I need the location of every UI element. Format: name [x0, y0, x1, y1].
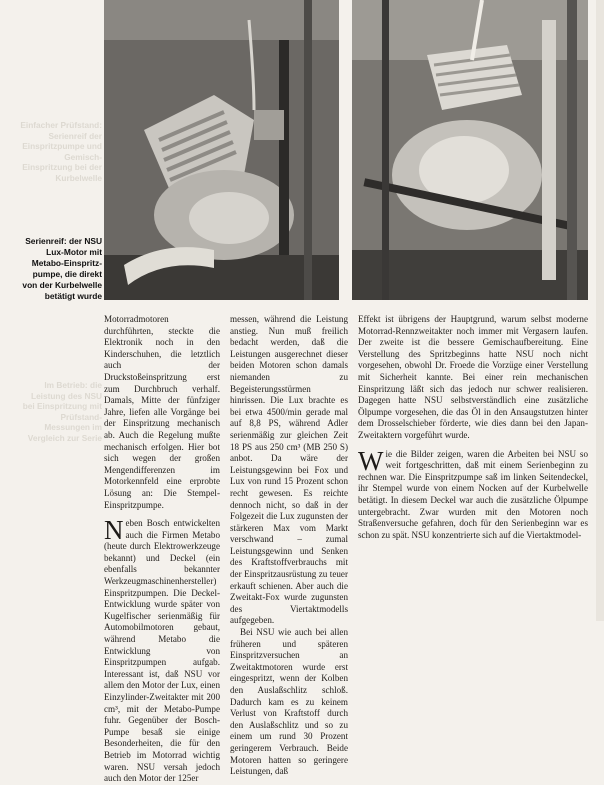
article-column-2 [230, 314, 348, 778]
article-column-3 [358, 314, 588, 541]
faded-margin-note-top: Einfacher Prüfstand: Serienreif der Einspritzpumpe und Gemisch-Einspritzung bei der Kurbelwelle [20, 120, 102, 183]
photo-caption: Serienreif: der NSU Lux-Motor mit Metabo-Einspritz-pumpe, die direkt von der Kurbelwelle betätigt wurde [22, 236, 102, 301]
col2-paragraph-2: Bei NSU wie auch bei allen früheren und späteren Einspritzversuchen an Zweitaktmotoren wurde erst eingespritzt, wenn der Kolben den Auslaßschlitz schloß. Dadurch kam es zu keinem Verlust von Kraftstoff durch den Auslaßschlitz und so zu einem um rund 30 Prozent geringerem Verbrauch. Beide Motoren hatten so geringere Leistungen, daß [230, 627, 348, 777]
col3-paragraph-2 [358, 445, 588, 542]
faded-margin-note-bottom: Im Betrieb: die Leistung des NSU bei Einspritzung mit Prüfstand-Messungen im Vergleich zur Serie [22, 380, 102, 443]
engine-photo-left-graphic [104, 0, 339, 300]
page-edge [596, 0, 604, 621]
engine-photo-left [104, 0, 339, 300]
drop-cap-w: W [358, 445, 384, 476]
col1-paragraph-2-text: eben Bosch entwickelten auch die Firmen Metabo (heute durch Elektrowerkzeuge bekannt) und Deckel (ein ebenfalls bekannter Werkzeugmaschinenhersteller) Einspritzpumpen. Die Deckel-Entwicklung wurde später von Kugelfischer serienmäßig für Automobilmotoren gebaut, während Metabo die Entwicklung von Einspritzpumpen aufgab. Interessant ist, daß NSU vor allem den Motor der Lux, einen Einzylinder-Zweitakter mit 200 cm³, mit der Metabo-Pumpe fuhr. Gegenüber der Bosch-Pumpe besaß sie einige Besonderheiten, die für den Betrieb im Motorrad wichtig waren. NSU versah jedoch auch den Motor der 125er [104, 518, 220, 784]
col1-paragraph-1: Motorradmotoren durchführten, steckte die Elektronik noch in den Kinderschuhen, die letztlich auch der Druckstoßeinspritzung erst zum Durchbruch verhalf. Damals, Mitte der fünfziger Jahre, liefen alle Vorgänge bei der Einspritzung mechanisch ab. Auch die Regelung mußte mechanisch erfolgen. Hier bot sich wegen der großen Mengendifferenzen im Motorkennfeld eine erprobte Lösung an: Die Stempel-Einspritzpumpe. [104, 314, 220, 510]
drop-cap-n: N [104, 515, 124, 546]
article-column-1 [104, 314, 220, 785]
col1-paragraph-2 [104, 515, 220, 785]
col3-paragraph-1: Effekt ist übrigens der Hauptgrund, warum selbst moderne Motorrad-Rennzweitakter noch immer mit Vergasern laufen. Der zweite ist die bessere Gemischaufbereitung. Eine Verstellung des Spritzbeginns hatte NSU noch nicht vorgesehen, obwohl Dr. Froede die Vorzüge einer Verstellung mit Sicherheit kannte. Bei einer rein mechanischen Einspritzung läßt sich das jedoch nur schwer realisieren. Dagegen hatte NSU selbstverständlich eine zusätzliche Ölpumpe vorgesehen, die das Öl in den Ansaugstutzen hinter dem Drosselschieber förderte, wie dies dann bei den Japan-Zweitaktern vorgeführt wurde. [358, 314, 588, 440]
engine-photo-right-graphic [352, 0, 588, 300]
col3-paragraph-2-text: ie die Bilder zeigen, waren die Arbeiten bei NSU so weit fortgeschritten, daß mit einem Serienbeginn zu rechnen war. Die Einspritzpumpe saß im linken Seitendeckel, ihr Stempel wurde von einem Nocken auf der Kurbelwelle betätigt. In diesem Deckel war auch die zusätzliche Ölpumpe untergebracht. Zwar wurden mit den Motoren noch Straßenversuche gefahren, doch für den Serienbeginn war es schon zu spät. NSU konzentrierte sich auf die Viertaktmodel- [358, 448, 588, 540]
col2-paragraph-1: messen, während die Leistung anstieg. Nun muß freilich bedacht werden, daß die Leistungen ausgerechnet dieser beiden Motoren schon damals niemanden zu Begeisterungsstürmen hinrissen. Die Lux brachte es bei etwa 4500/min gerade mal auf 8,8 PS, während Adler serienmäßig zur gleichen Zeit 18 PS aus 250 cm³ (MB 250 S) anbot. Da wäre der Leistungsgewinn bei Fox und Lux von rund 15 Prozent schon recht gewesen. Es reichte dennoch nicht, so daß in der Folgezeit die Lux zugunsten der stärkeren Max vom Markt verschwand – zumal Leistungsgewinn und Senken des Kraftstoffverbrauchs mit der Einspritzausrüstung zu teuer erkauft schienen. Aber auch die Zweitakt-Fox wurde zugunsten des Viertaktmodells aufgegeben. [230, 314, 348, 626]
engine-photo-right [352, 0, 588, 300]
